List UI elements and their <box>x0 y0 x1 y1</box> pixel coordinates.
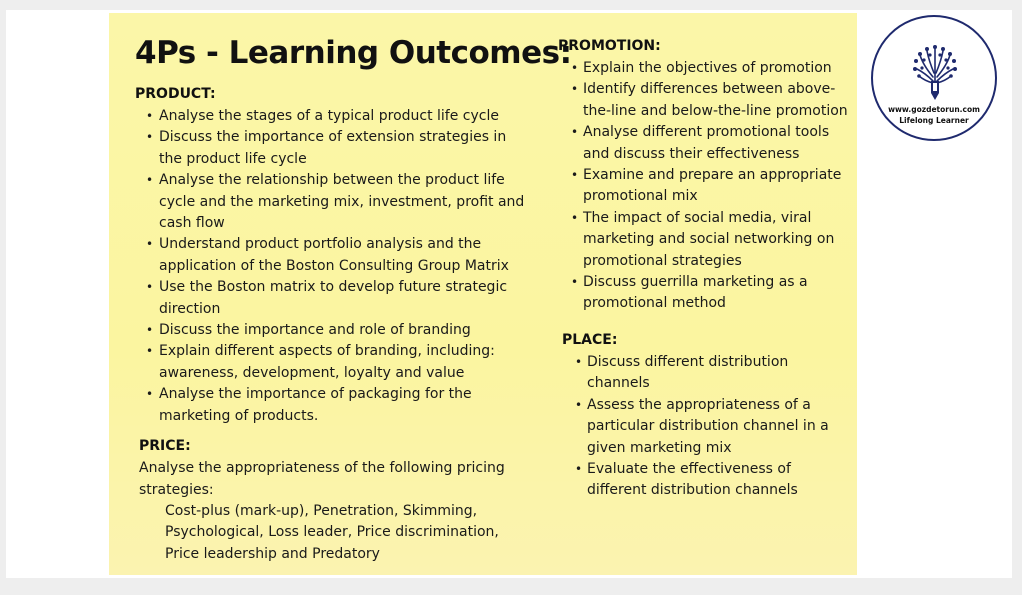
price-strategies: Cost-plus (mark-up), Penetration, Skimming, Psychological, Loss leader, Price discrimination, Price leadership and Predatory <box>165 502 499 562</box>
document-page <box>6 10 1012 578</box>
list-item: • Use the Boston matrix to develop future strategic direction <box>135 277 530 320</box>
price-heading: PRICE: <box>139 438 191 455</box>
list-item: • Discuss the importance of extension strategies in the product life cycle <box>135 127 530 170</box>
product-list <box>135 106 530 427</box>
promotion-list <box>558 58 848 315</box>
list-item: • Assess the appropriateness of a particular distribution channel in a given marketing mix <box>562 395 848 459</box>
logo-tagline: Lifelong Learner <box>899 116 969 125</box>
left-column <box>135 85 530 565</box>
list-item: • Understand product portfolio analysis and the application of the Boston Consulting Group Matrix <box>135 234 530 277</box>
page-title: 4Ps - Learning Outcomes: <box>135 35 572 71</box>
list-item: • Identify differences between above-the-line and below-the-line promotion <box>558 79 848 122</box>
list-item: • Explain the objectives of promotion <box>558 58 848 79</box>
list-item: • The impact of social media, viral marketing and social networking on promotional strategies <box>558 208 848 272</box>
place-list <box>558 352 848 502</box>
right-column <box>558 37 848 502</box>
brand-logo <box>871 15 997 141</box>
logo-url: www.gozdetorun.com <box>888 105 980 114</box>
list-item: • Explain different aspects of branding, including: awareness, development, loyalty and value <box>135 341 530 384</box>
list-item: • Discuss guerrilla marketing as a promotional method <box>558 272 848 315</box>
list-item: • Analyse the stages of a typical product life cycle <box>135 106 530 127</box>
list-item: • Analyse the importance of packaging for the marketing of products. <box>135 384 530 427</box>
tree-pencil-icon <box>911 43 959 101</box>
list-item: • Evaluate the effectiveness of different distribution channels <box>562 459 848 502</box>
list-item: • Examine and prepare an appropriate promotional mix <box>558 165 848 208</box>
product-heading: PRODUCT: <box>135 86 216 102</box>
list-item: • Discuss the importance and role of branding <box>135 320 530 341</box>
list-item: • Discuss different distribution channels <box>562 352 848 395</box>
list-item: • Analyse different promotional tools and discuss their effectiveness <box>558 122 848 165</box>
price-intro: Analyse the appropriateness of the following pricing strategies: <box>139 460 505 498</box>
promotion-heading: PROMOTION: <box>558 38 661 54</box>
place-heading: PLACE: <box>562 331 618 348</box>
list-item: • Analyse the relationship between the product life cycle and the marketing mix, investment, profit and cash flow <box>135 170 530 234</box>
slide <box>109 13 857 575</box>
